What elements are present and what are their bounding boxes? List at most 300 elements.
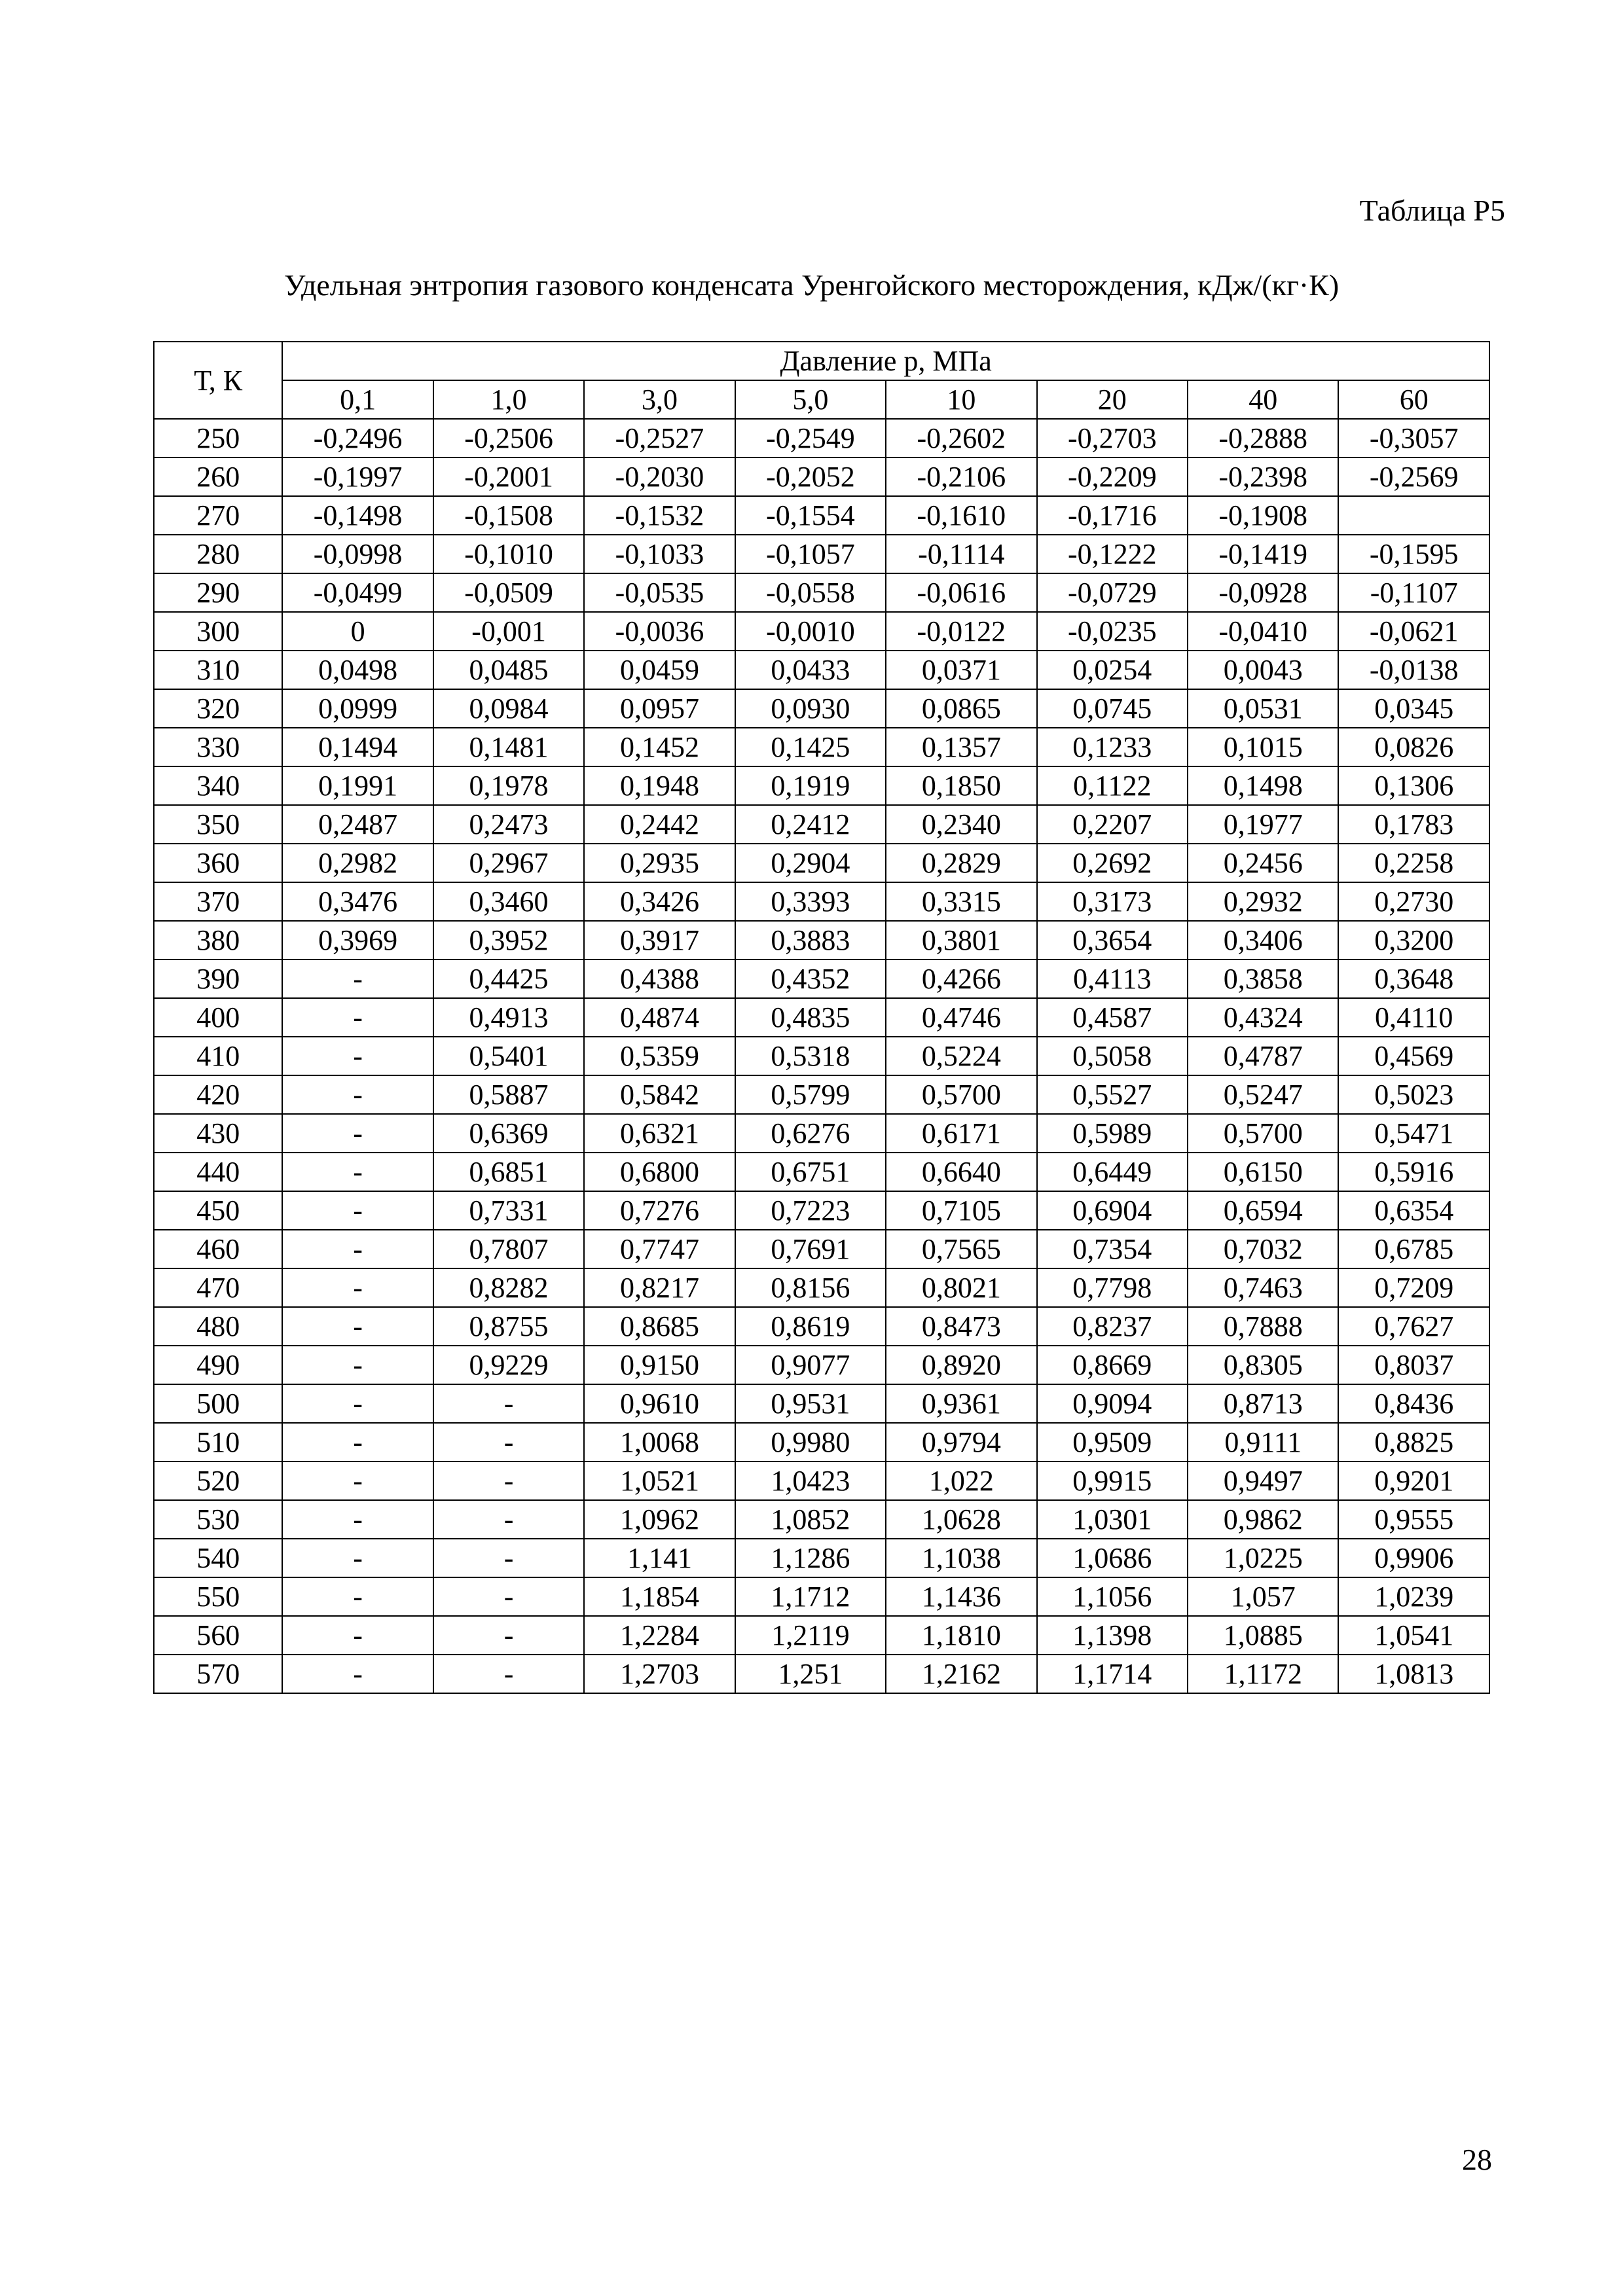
entropy-value-cell: 0,9531 xyxy=(735,1384,886,1423)
entropy-value-cell: -0,1222 xyxy=(1037,535,1188,573)
entropy-value-cell: 0,0957 xyxy=(584,689,735,728)
table-row xyxy=(154,1539,1489,1577)
entropy-value-cell: 0,4266 xyxy=(886,960,1036,998)
entropy-value-cell: 0,8669 xyxy=(1037,1346,1188,1384)
temperature-cell: 320 xyxy=(154,689,282,728)
table-row xyxy=(154,1153,1489,1191)
entropy-value-cell: 0,7565 xyxy=(886,1230,1036,1268)
entropy-value-cell: 0,3476 xyxy=(282,882,433,921)
entropy-value-cell: 1,2284 xyxy=(584,1616,735,1655)
entropy-value-cell: 0,5799 xyxy=(735,1075,886,1114)
table-row xyxy=(154,805,1489,844)
entropy-value-cell: - xyxy=(282,1268,433,1307)
entropy-value-cell: -0,0010 xyxy=(735,612,886,651)
entropy-value-cell: - xyxy=(282,1307,433,1346)
entropy-value-cell: 1,1056 xyxy=(1037,1577,1188,1616)
entropy-value-cell: 0,2258 xyxy=(1338,844,1489,882)
entropy-value-cell: -0,2703 xyxy=(1037,419,1188,457)
entropy-value-cell: 0,4569 xyxy=(1338,1037,1489,1075)
temperature-cell: 430 xyxy=(154,1114,282,1153)
entropy-value-cell: -0,1997 xyxy=(282,457,433,496)
entropy-value-cell: 1,0962 xyxy=(584,1500,735,1539)
entropy-value-cell: 0 xyxy=(282,612,433,651)
entropy-value-cell: 0,8713 xyxy=(1188,1384,1338,1423)
entropy-value-cell: 0,1481 xyxy=(433,728,584,766)
temperature-header: Т, К xyxy=(154,342,282,419)
entropy-value-cell: 0,3406 xyxy=(1188,921,1338,960)
entropy-value-cell: 0,7276 xyxy=(584,1191,735,1230)
entropy-value-cell: 0,0826 xyxy=(1338,728,1489,766)
temperature-cell: 470 xyxy=(154,1268,282,1307)
entropy-value-cell: 0,9794 xyxy=(886,1423,1036,1462)
entropy-value-cell: 0,1122 xyxy=(1037,766,1188,805)
entropy-value-cell: 0,4388 xyxy=(584,960,735,998)
entropy-value-cell: 0,8619 xyxy=(735,1307,886,1346)
entropy-value-cell: 0,8436 xyxy=(1338,1384,1489,1423)
entropy-value-cell: 0,3654 xyxy=(1037,921,1188,960)
temperature-cell: 380 xyxy=(154,921,282,960)
entropy-value-cell: -0,0928 xyxy=(1188,573,1338,612)
table-row xyxy=(154,1577,1489,1616)
entropy-value-cell: 1,251 xyxy=(735,1655,886,1693)
temperature-cell: 500 xyxy=(154,1384,282,1423)
entropy-value-cell: 0,7691 xyxy=(735,1230,886,1268)
entropy-value-cell: 1,0852 xyxy=(735,1500,886,1539)
entropy-value-cell: 0,9361 xyxy=(886,1384,1036,1423)
entropy-value-cell: 0,6594 xyxy=(1188,1191,1338,1230)
entropy-value-cell: -0,2398 xyxy=(1188,457,1338,496)
table-row xyxy=(154,496,1489,535)
table-row xyxy=(154,1462,1489,1500)
entropy-value-cell: 0,7105 xyxy=(886,1191,1036,1230)
entropy-value-cell: - xyxy=(282,1075,433,1114)
entropy-value-cell: 0,7463 xyxy=(1188,1268,1338,1307)
table-row xyxy=(154,960,1489,998)
entropy-value-cell: 0,5224 xyxy=(886,1037,1036,1075)
entropy-value-cell: - xyxy=(282,1346,433,1384)
entropy-value-cell: -0,1010 xyxy=(433,535,584,573)
temperature-cell: 390 xyxy=(154,960,282,998)
entropy-value-cell: - xyxy=(282,1616,433,1655)
entropy-value-cell: 0,9077 xyxy=(735,1346,886,1384)
entropy-value-cell: 1,0521 xyxy=(584,1462,735,1500)
entropy-value-cell: -0,1532 xyxy=(584,496,735,535)
temperature-cell: 570 xyxy=(154,1655,282,1693)
table-body xyxy=(154,419,1489,1693)
entropy-value-cell: 0,7807 xyxy=(433,1230,584,1268)
entropy-value-cell: -0,1554 xyxy=(735,496,886,535)
entropy-value-cell: 0,0459 xyxy=(584,651,735,689)
temperature-cell: 270 xyxy=(154,496,282,535)
temperature-cell: 420 xyxy=(154,1075,282,1114)
entropy-value-cell: 0,9610 xyxy=(584,1384,735,1423)
entropy-value-cell: 0,8156 xyxy=(735,1268,886,1307)
entropy-value-cell: 0,8755 xyxy=(433,1307,584,1346)
table-row xyxy=(154,998,1489,1037)
entropy-value-cell: -0,0998 xyxy=(282,535,433,573)
entropy-value-cell: 0,8825 xyxy=(1338,1423,1489,1462)
pressure-column-header: 0,1 xyxy=(282,380,433,419)
table-row xyxy=(154,1346,1489,1384)
temperature-cell: 440 xyxy=(154,1153,282,1191)
entropy-value-cell: -0,2209 xyxy=(1037,457,1188,496)
entropy-value-cell: -0,1033 xyxy=(584,535,735,573)
entropy-value-cell: -0,1107 xyxy=(1338,573,1489,612)
entropy-value-cell: 0,1991 xyxy=(282,766,433,805)
entropy-value-cell: - xyxy=(282,1230,433,1268)
entropy-value-cell: 0,8473 xyxy=(886,1307,1036,1346)
temperature-cell: 340 xyxy=(154,766,282,805)
temperature-cell: 410 xyxy=(154,1037,282,1075)
entropy-value-cell: -0,2569 xyxy=(1338,457,1489,496)
entropy-value-cell: - xyxy=(282,1500,433,1539)
entropy-value-cell: 0,2829 xyxy=(886,844,1036,882)
entropy-value-cell: -0,1610 xyxy=(886,496,1036,535)
entropy-value-cell: 0,5700 xyxy=(1188,1114,1338,1153)
entropy-value-cell: - xyxy=(433,1462,584,1500)
table-row xyxy=(154,1423,1489,1462)
entropy-value-cell: 1,1810 xyxy=(886,1616,1036,1655)
entropy-value-cell: 0,8685 xyxy=(584,1307,735,1346)
entropy-value-cell: 0,3173 xyxy=(1037,882,1188,921)
entropy-value-cell: 0,1233 xyxy=(1037,728,1188,766)
entropy-value-cell: 0,2456 xyxy=(1188,844,1338,882)
pressure-column-header: 60 xyxy=(1338,380,1489,419)
table-row xyxy=(154,612,1489,651)
entropy-value-cell: 0,6354 xyxy=(1338,1191,1489,1230)
entropy-value-cell: 0,2982 xyxy=(282,844,433,882)
entropy-value-cell: 0,5527 xyxy=(1037,1075,1188,1114)
table-row xyxy=(154,766,1489,805)
entropy-value-cell: 0,0498 xyxy=(282,651,433,689)
entropy-value-cell: 0,0999 xyxy=(282,689,433,728)
entropy-value-cell: 0,3648 xyxy=(1338,960,1489,998)
entropy-value-cell: 0,6449 xyxy=(1037,1153,1188,1191)
entropy-value-cell: 0,6369 xyxy=(433,1114,584,1153)
temperature-cell: 460 xyxy=(154,1230,282,1268)
pressure-column-header: 40 xyxy=(1188,380,1338,419)
entropy-value-cell: -0,0509 xyxy=(433,573,584,612)
entropy-value-cell: 0,5887 xyxy=(433,1075,584,1114)
pressure-column-header: 10 xyxy=(886,380,1036,419)
entropy-value-cell: 0,1494 xyxy=(282,728,433,766)
entropy-value-cell: 0,5471 xyxy=(1338,1114,1489,1153)
entropy-value-cell: -0,2888 xyxy=(1188,419,1338,457)
entropy-value-cell: 0,0745 xyxy=(1037,689,1188,728)
temperature-cell: 510 xyxy=(154,1423,282,1462)
entropy-value-cell: 0,9509 xyxy=(1037,1423,1188,1462)
temperature-cell: 400 xyxy=(154,998,282,1037)
entropy-value-cell: -0,2052 xyxy=(735,457,886,496)
entropy-value-cell: 0,1783 xyxy=(1338,805,1489,844)
temperature-cell: 310 xyxy=(154,651,282,689)
table-row xyxy=(154,728,1489,766)
temperature-cell: 480 xyxy=(154,1307,282,1346)
entropy-value-cell: -0,1114 xyxy=(886,535,1036,573)
entropy-value-cell: 0,0930 xyxy=(735,689,886,728)
entropy-value-cell: 0,6904 xyxy=(1037,1191,1188,1230)
table-row xyxy=(154,844,1489,882)
entropy-value-cell: 0,4113 xyxy=(1037,960,1188,998)
entropy-value-cell: 0,9201 xyxy=(1338,1462,1489,1500)
entropy-value-cell: 0,8037 xyxy=(1338,1346,1489,1384)
entropy-value-cell: 0,3315 xyxy=(886,882,1036,921)
table-row xyxy=(154,1384,1489,1423)
entropy-value-cell: -0,2602 xyxy=(886,419,1036,457)
pressure-values-row xyxy=(154,380,1489,419)
entropy-value-cell: 1,1038 xyxy=(886,1539,1036,1577)
entropy-value-cell: 0,9229 xyxy=(433,1346,584,1384)
entropy-value-cell: 0,7209 xyxy=(1338,1268,1489,1307)
entropy-value-cell: 0,9906 xyxy=(1338,1539,1489,1577)
entropy-value-cell: - xyxy=(282,1462,433,1500)
entropy-value-cell: 0,0254 xyxy=(1037,651,1188,689)
temperature-cell: 260 xyxy=(154,457,282,496)
entropy-value-cell: -0,1498 xyxy=(282,496,433,535)
table-row xyxy=(154,1500,1489,1539)
entropy-value-cell: -0,0036 xyxy=(584,612,735,651)
entropy-value-cell: 0,6150 xyxy=(1188,1153,1338,1191)
entropy-value-cell: 0,7331 xyxy=(433,1191,584,1230)
entropy-value-cell: 0,5401 xyxy=(433,1037,584,1075)
entropy-value-cell: 0,2730 xyxy=(1338,882,1489,921)
entropy-value-cell: 0,9497 xyxy=(1188,1462,1338,1500)
entropy-value-cell: -0,0235 xyxy=(1037,612,1188,651)
entropy-value-cell: 1,2119 xyxy=(735,1616,886,1655)
entropy-value-cell: 0,3952 xyxy=(433,921,584,960)
table-row xyxy=(154,1616,1489,1655)
entropy-value-cell: 0,1978 xyxy=(433,766,584,805)
entropy-value-cell: 0,8217 xyxy=(584,1268,735,1307)
entropy-value-cell: -0,2527 xyxy=(584,419,735,457)
table-row xyxy=(154,651,1489,689)
entropy-value-cell: -0,0621 xyxy=(1338,612,1489,651)
entropy-value-cell: 0,4835 xyxy=(735,998,886,1037)
pressure-column-header: 5,0 xyxy=(735,380,886,419)
entropy-value-cell: - xyxy=(282,1423,433,1462)
entropy-value-cell: 1,0225 xyxy=(1188,1539,1338,1577)
entropy-value-cell: 0,1306 xyxy=(1338,766,1489,805)
entropy-value-cell: 0,8920 xyxy=(886,1346,1036,1384)
temperature-cell: 250 xyxy=(154,419,282,457)
table-row xyxy=(154,1191,1489,1230)
entropy-value-cell: 0,4746 xyxy=(886,998,1036,1037)
entropy-value-cell: 0,3917 xyxy=(584,921,735,960)
entropy-value-cell: -0,2506 xyxy=(433,419,584,457)
temperature-cell: 370 xyxy=(154,882,282,921)
entropy-value-cell: - xyxy=(282,1655,433,1693)
entropy-value-cell: -0,2106 xyxy=(886,457,1036,496)
entropy-value-cell: 0,3200 xyxy=(1338,921,1489,960)
entropy-value-cell: -0,1595 xyxy=(1338,535,1489,573)
entropy-value-cell: -0,1057 xyxy=(735,535,886,573)
entropy-value-cell: 0,2207 xyxy=(1037,805,1188,844)
entropy-value-cell: 0,4324 xyxy=(1188,998,1338,1037)
table-title: Удельная энтропия газового конденсата Уренгойского месторождения, кДж/(кг·К) xyxy=(283,268,1340,302)
entropy-value-cell: 1,141 xyxy=(584,1539,735,1577)
entropy-value-cell: 0,0984 xyxy=(433,689,584,728)
entropy-value-cell: 0,5989 xyxy=(1037,1114,1188,1153)
table-row xyxy=(154,882,1489,921)
entropy-value-cell: 0,1425 xyxy=(735,728,886,766)
entropy-value-cell: 0,6276 xyxy=(735,1114,886,1153)
entropy-value-cell: 0,8305 xyxy=(1188,1346,1338,1384)
entropy-value-cell: -0,0138 xyxy=(1338,651,1489,689)
entropy-value-cell: 0,6751 xyxy=(735,1153,886,1191)
table-header xyxy=(154,342,1489,419)
entropy-value-cell: -0,2549 xyxy=(735,419,886,457)
entropy-value-cell: 0,3460 xyxy=(433,882,584,921)
table-row xyxy=(154,457,1489,496)
entropy-value-cell: 0,2935 xyxy=(584,844,735,882)
temperature-cell: 520 xyxy=(154,1462,282,1500)
entropy-value-cell: 0,7354 xyxy=(1037,1230,1188,1268)
temperature-cell: 490 xyxy=(154,1346,282,1384)
entropy-value-cell: 0,8237 xyxy=(1037,1307,1188,1346)
entropy-value-cell: 0,9150 xyxy=(584,1346,735,1384)
temperature-cell: 280 xyxy=(154,535,282,573)
entropy-value-cell: 0,5318 xyxy=(735,1037,886,1075)
temperature-cell: 300 xyxy=(154,612,282,651)
temperature-cell: 560 xyxy=(154,1616,282,1655)
entropy-value-cell: 1,1714 xyxy=(1037,1655,1188,1693)
entropy-value-cell: 0,6851 xyxy=(433,1153,584,1191)
entropy-value-cell: 0,9915 xyxy=(1037,1462,1188,1500)
entropy-value-cell: 0,6171 xyxy=(886,1114,1036,1153)
entropy-value-cell: 1,0885 xyxy=(1188,1616,1338,1655)
entropy-value-cell: -0,1908 xyxy=(1188,496,1338,535)
entropy-value-cell: 0,1015 xyxy=(1188,728,1338,766)
entropy-value-cell: -0,0616 xyxy=(886,573,1036,612)
entropy-value-cell: - xyxy=(282,1114,433,1153)
entropy-value-cell: 0,7032 xyxy=(1188,1230,1338,1268)
entropy-value-cell: 0,9111 xyxy=(1188,1423,1338,1462)
entropy-value-cell: - xyxy=(282,1577,433,1616)
table-row xyxy=(154,1307,1489,1346)
temperature-cell: 350 xyxy=(154,805,282,844)
entropy-value-cell: - xyxy=(282,1384,433,1423)
entropy-value-cell: -0,1419 xyxy=(1188,535,1338,573)
entropy-value-cell: 0,1919 xyxy=(735,766,886,805)
table-row xyxy=(154,921,1489,960)
entropy-value-cell: 0,0485 xyxy=(433,651,584,689)
entropy-value-cell: 1,0239 xyxy=(1338,1577,1489,1616)
entropy-value-cell: -0,2001 xyxy=(433,457,584,496)
entropy-value-cell: 0,0531 xyxy=(1188,689,1338,728)
entropy-value-cell: 0,7747 xyxy=(584,1230,735,1268)
entropy-value-cell: 0,1498 xyxy=(1188,766,1338,805)
entropy-value-cell: 0,4913 xyxy=(433,998,584,1037)
entropy-value-cell: 1,0813 xyxy=(1338,1655,1489,1693)
entropy-value-cell: 0,5058 xyxy=(1037,1037,1188,1075)
entropy-value-cell: 0,3426 xyxy=(584,882,735,921)
entropy-value-cell: 0,7627 xyxy=(1338,1307,1489,1346)
entropy-value-cell: 0,4110 xyxy=(1338,998,1489,1037)
temperature-cell: 330 xyxy=(154,728,282,766)
entropy-value-cell: 1,1398 xyxy=(1037,1616,1188,1655)
entropy-value-cell: -0,2496 xyxy=(282,419,433,457)
entropy-value-cell: 1,022 xyxy=(886,1462,1036,1500)
table-row xyxy=(154,535,1489,573)
entropy-value-cell: 0,7798 xyxy=(1037,1268,1188,1307)
entropy-value-cell: 1,0301 xyxy=(1037,1500,1188,1539)
entropy-value-cell: 0,5247 xyxy=(1188,1075,1338,1114)
entropy-value-cell: 0,9862 xyxy=(1188,1500,1338,1539)
entropy-value-cell: 0,6785 xyxy=(1338,1230,1489,1268)
table-row xyxy=(154,1075,1489,1114)
entropy-value-cell: 0,2904 xyxy=(735,844,886,882)
pressure-column-header: 20 xyxy=(1037,380,1188,419)
entropy-value-cell: -0,0558 xyxy=(735,573,886,612)
entropy-value-cell: -0,001 xyxy=(433,612,584,651)
entropy-value-cell: 1,1172 xyxy=(1188,1655,1338,1693)
entropy-value-cell: 0,7223 xyxy=(735,1191,886,1230)
entropy-value-cell: 1,2162 xyxy=(886,1655,1036,1693)
entropy-value-cell: -0,0729 xyxy=(1037,573,1188,612)
entropy-value-cell: - xyxy=(433,1655,584,1693)
entropy-value-cell: 0,6800 xyxy=(584,1153,735,1191)
entropy-value-cell: 0,5023 xyxy=(1338,1075,1489,1114)
table-row xyxy=(154,1268,1489,1307)
table-row xyxy=(154,689,1489,728)
entropy-value-cell: - xyxy=(282,1153,433,1191)
entropy-value-cell: 0,2967 xyxy=(433,844,584,882)
entropy-value-cell: 0,4874 xyxy=(584,998,735,1037)
table-row xyxy=(154,573,1489,612)
entropy-value-cell: -0,0122 xyxy=(886,612,1036,651)
table-row xyxy=(154,1037,1489,1075)
table-row xyxy=(154,419,1489,457)
entropy-value-cell: 0,2412 xyxy=(735,805,886,844)
entropy-value-cell: 1,1436 xyxy=(886,1577,1036,1616)
entropy-value-cell: 0,8282 xyxy=(433,1268,584,1307)
entropy-value-cell: 0,0043 xyxy=(1188,651,1338,689)
entropy-value-cell: -0,1508 xyxy=(433,496,584,535)
temperature-cell: 530 xyxy=(154,1500,282,1539)
entropy-value-cell: 0,6321 xyxy=(584,1114,735,1153)
entropy-value-cell: 0,5700 xyxy=(886,1075,1036,1114)
entropy-value-cell: 1,0628 xyxy=(886,1500,1036,1539)
entropy-value-cell: 0,3858 xyxy=(1188,960,1338,998)
entropy-value-cell: 0,2932 xyxy=(1188,882,1338,921)
entropy-value-cell xyxy=(1338,496,1489,535)
entropy-value-cell: 1,0423 xyxy=(735,1462,886,1500)
entropy-value-cell: 0,0433 xyxy=(735,651,886,689)
entropy-value-cell: - xyxy=(282,960,433,998)
temperature-cell: 360 xyxy=(154,844,282,882)
entropy-value-cell: - xyxy=(282,1191,433,1230)
entropy-value-cell: - xyxy=(433,1423,584,1462)
entropy-value-cell: 0,2487 xyxy=(282,805,433,844)
entropy-value-cell: 0,3801 xyxy=(886,921,1036,960)
entropy-value-cell: 1,1286 xyxy=(735,1539,886,1577)
entropy-value-cell: 0,8021 xyxy=(886,1268,1036,1307)
entropy-value-cell: 0,3969 xyxy=(282,921,433,960)
entropy-value-cell: -0,1716 xyxy=(1037,496,1188,535)
entropy-value-cell: 0,9980 xyxy=(735,1423,886,1462)
entropy-value-cell: -0,3057 xyxy=(1338,419,1489,457)
entropy-value-cell: 0,2473 xyxy=(433,805,584,844)
entropy-value-cell: 1,0686 xyxy=(1037,1539,1188,1577)
entropy-value-cell: - xyxy=(282,1539,433,1577)
entropy-value-cell: -0,0499 xyxy=(282,573,433,612)
entropy-value-cell: 0,2692 xyxy=(1037,844,1188,882)
entropy-value-cell: 0,9555 xyxy=(1338,1500,1489,1539)
table-row xyxy=(154,1114,1489,1153)
entropy-value-cell: 0,1850 xyxy=(886,766,1036,805)
entropy-value-cell: -0,2030 xyxy=(584,457,735,496)
entropy-value-cell: 0,1948 xyxy=(584,766,735,805)
